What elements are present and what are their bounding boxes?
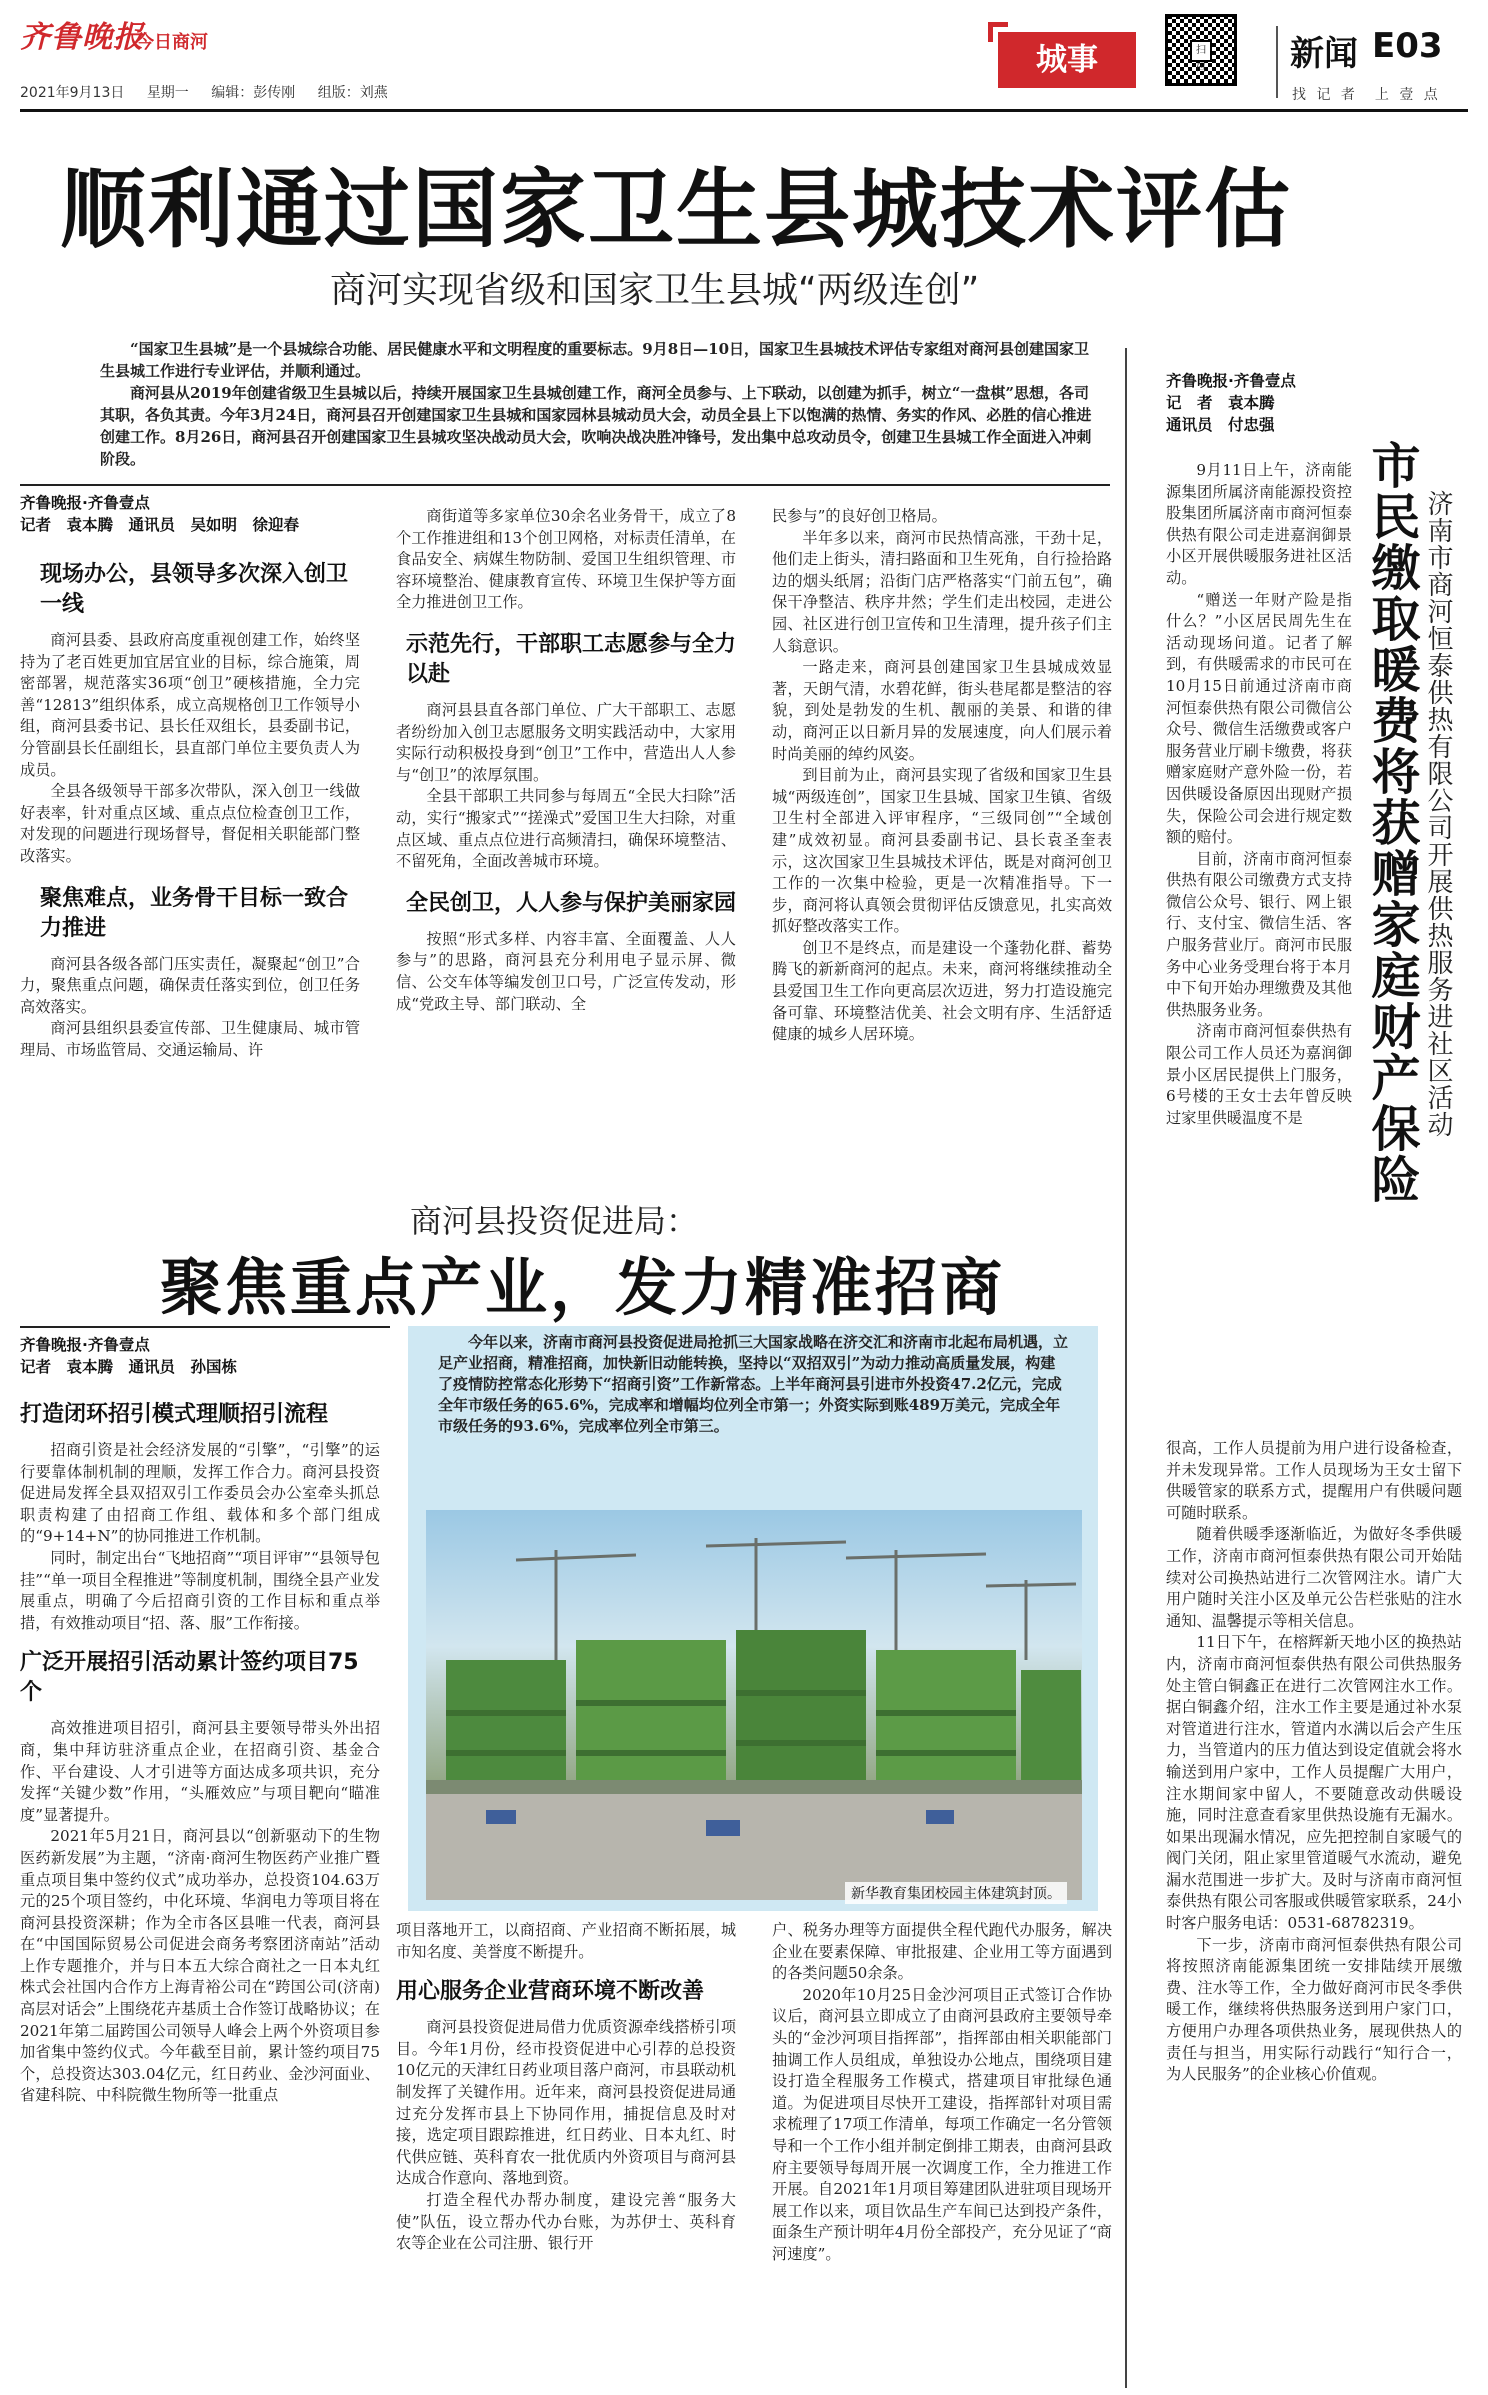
byline-outlet: 齐鲁晚报·齐鲁壹点 (20, 1336, 150, 1354)
byline-correspondent: 通讯员 付忠强 (1166, 416, 1275, 434)
second-column-3 (772, 1920, 1112, 2266)
side-headline: 市民缴取暖费将获赠家庭财产保险 (1364, 440, 1421, 1205)
byline-reporter: 记 者 袁本腾 (1166, 394, 1275, 412)
article-paragraph: 全县干部职工共同参与每周五“全民大扫除”活动，实行“搬家式”“搓澡式”爱国卫生大扫除，对重点区域、重点点位进行高频清扫，确保环境整洁、不留死角，全面改善城市环境。 (396, 787, 736, 871)
byline-reporters: 记者 袁本腾 通讯员 孙国栋 (20, 1358, 238, 1376)
masthead-edition: 今日商河 (136, 32, 208, 53)
article-paragraph: 项目落地开工，以商招商、产业招商不断拓展，城市知名度、美誉度不断提升。 (396, 1921, 736, 1961)
second-column-1 (20, 1334, 380, 2107)
article-paragraph: 按照“形式多样、内容丰富、全面覆盖、人人参与”的思路，商河县充分利用电子显示屏、微信、公交车体等编发创卫口号，广泛宣传发动，形成“党政主导、部门联动、全 (396, 929, 736, 1013)
section-subhead: 全民创卫，人人参与保护美丽家园 (406, 890, 737, 916)
article-paragraph: 9月11日上午，济南能源集团所属济南能源投资控股集团所属济南市商河恒泰供热有限公司走进嘉润御景小区开展供暖服务进社区活动。 (1166, 461, 1352, 587)
issue-date: 2021年9月13日 (20, 85, 125, 101)
photo-caption: 新华教育集团校园主体建筑封顶。 (845, 1882, 1067, 1904)
section-subhead: 示范先行，干部职工志愿参与全力以赴 (406, 631, 737, 687)
article-paragraph: 半年多以来，商河市民热情高涨，干劲十足，他们走上街头，清扫路面和卫生死角，自行捡拾路边的烟头纸屑；沿街门店严格落实“门前五包”，确保干净整洁、秩序井然；学生们走出校园，走进公园、社区进行创卫宣传和卫生清理，提升孩子们主人翁意识。 (772, 528, 1112, 655)
article-paragraph: 招商引资是社会经济发展的“引擎”，“引擎”的运行要靠体制机制的理顺，发挥工作合力。商河县投资促进局发挥全县双招双引工作委员会办公室牵头抓总职责构建了由招商工作组、载体和多个部门组成的“9+14+N”的协同推进工作机制。 (20, 1441, 380, 1546)
section-subhead: 用心服务企业营商环境不断改善 (396, 1979, 705, 2005)
article-paragraph: 全县各级领导干部多次带队，深入创卫一线做好表率，针对重点区域、重点点位检查创卫工作，对发现的问题进行现场督导，督促相关职能部门整改落实。 (20, 782, 360, 865)
side-column-narrow (1166, 460, 1352, 1129)
article-paragraph: 下一步，济南市商河恒泰供热有限公司将按照济南能源集团统一安排陆续开展缴费、注水等工作，全力做好商河市民冬季供暖工作，继续将供热服务送到用户家门口，方便用户办理各项供热业务，展现供热人的责任与担当，用实际行动践行“知行合一，为人民服务”的企业核心价值观。 (1166, 1935, 1462, 2084)
second-rule (20, 1326, 390, 1328)
section-subhead: 打造闭环招引模式理顺招引流程 (20, 1402, 329, 1427)
qr-code-label: 扫码 (1190, 40, 1212, 62)
article-paragraph: 户、税务办理等方面提供全程代跑代办服务，解决企业在要素保障、审批报建、企业用工等方面遇到的各类问题50余条。 (772, 1921, 1112, 1983)
article-paragraph: 随着供暖季逐渐临近，为做好冬季供暖工作，济南市商河恒泰供热有限公司开始陆续对公司换热站进行二次管网注水。请广大用户随时关注小区及单元公告栏张贴的注水通知、温馨提示等相关信息。 (1166, 1525, 1462, 1630)
main-column-1 (20, 492, 360, 1062)
byline-outlet: 齐鲁晚报·齐鲁壹点 (20, 494, 150, 512)
byline-outlet: 齐鲁晚报·齐鲁壹点 (1166, 372, 1296, 390)
article-paragraph: 2020年10月25日金沙河项目正式签订合作协议后，商河县立即成立了由商河县政府主要领导牵头的“金沙河项目指挥部”，指挥部由相关职能部门抽调工作人员组成，单独设办公地点，围绕项目建设打造全程服务工作模式，搭建项目审批绿色通道。为促进项目尽快开工建设，指挥部针对项目需求梳理了17项工作清单，每项工作确定一名分管领导和一个工作小组并制定倒排工期表，由商河县政府主要领导每周开展一次调度工作，全力推进工作开展。自2021年1月项目筹建团队进驻项目现场开展工作以来，项目饮品生产车间已达到投产条件，面条生产预计明年4月份全部投产，充分见证了“商河速度”。 (772, 1985, 1112, 2263)
section-tag: 城事 (998, 32, 1136, 88)
issue-weekday: 星期一 (146, 85, 189, 101)
article-paragraph: 11日下午，在榕辉新天地小区的换热站内，济南市商河恒泰供热有限公司供热服务处主管白铜鑫正在进行二次管网注水工作。据白铜鑫介绍，注水工作主要是通过补水泵对管道进行注水，管道内水满以后会产生压力，当管道内的压力值达到设定值就会将水输送到用户家中，工作人员提醒广大用户，注水期间家中留人，不要随意改动供暖设施，同时注意查看家里供热设施有无漏水。如果出现漏水情况，应先把控制自家暖气的阀门关闭，阻止家里管道暖气水流动，避免漏水范围进一步扩大。及时与济南市商河恒泰供热有限公司客服或供暖管家联系，24小时客户服务电话：0531-68782319。 (1166, 1633, 1462, 1933)
editors-line: 找 记 者 上 壹 点 (1292, 87, 1441, 103)
second-column-2 (396, 1920, 736, 2255)
section-subhead: 聚焦难点，业务骨干目标一致合力推进 (40, 885, 349, 941)
side-byline (1166, 370, 1296, 436)
paper-section: 新闻 (1290, 34, 1358, 74)
second-headline: 聚焦重点产业，发力精准招商 (160, 1251, 1006, 1324)
section-subhead: 广泛开展招引活动累计签约项目75个 (20, 1650, 359, 1706)
article-paragraph: 高效推进项目招引，商河县主要领导带头外出招商，集中拜访驻济重点企业，在招商引资、基金合作、平台建设、人才引进等方面达成多项共识，充分发挥“关键少数”作用，“头雁效应”与项目靶向“瞄准度”显著提升。 (20, 1719, 380, 1824)
article-paragraph: 商河县组织县委宣传部、卫生健康局、城市管理局、市场监管局、交通运输局、许 (20, 1019, 360, 1059)
article-paragraph: 商河县县直各部门单位、广大干部职工、志愿者纷纷加入创卫志愿服务文明实践活动中，大家用实际行动积极投身到“创卫”工作中，营造出人人参与“创卫”的浓厚氛围。 (396, 700, 736, 784)
page-number: E03 (1372, 26, 1443, 66)
second-kicker: 商河县投资促进局： (410, 1202, 699, 1240)
article-paragraph: 商河县各级各部门压实责任，凝聚起“创卫”合力，聚焦重点问题，确保责任落实到位，创卫任务高效落实。 (20, 954, 360, 1016)
side-column-wide (1166, 1438, 1462, 2086)
masthead-brand: 齐鲁晚报 (20, 20, 144, 55)
article-paragraph: 到目前为止，商河县实现了省级和国家卫生县城“两级连创”，国家卫生县城、国家卫生镇、省级卫生村全部进入评审程序，“三级同创”“全域创建”成效初显。商河县委副书记、县长袁圣奎表示，这次国家卫生县城技术评估，既是对商河创卫工作的一次集中检验，更是一次精准指导。下一步，商河将认真领会贯彻评估反馈意见，扎实高效抓好整改落实工作。 (772, 766, 1112, 936)
main-lead-paragraph: “国家卫生县城”是一个县城综合功能、居民健康水平和文明程度的重要标志。9月8日—10日，国家卫生县城技术评估专家组对商河县创建国家卫生县城工作进行专业评估，并顺利通过。 (100, 340, 1090, 380)
header-divider (1276, 26, 1278, 98)
article-paragraph: 济南市商河恒泰供热有限公司工作人员还为嘉润御景小区居民提供上门服务，6号楼的王女士去年曾反映过家里供暖温度不是 (1166, 1022, 1352, 1127)
editor-credit: 编辑：彭传刚 (211, 85, 296, 101)
article-paragraph: 很高，工作人员提前为用户进行设备检查，并未发现异常。工作人员现场为王女士留下供暖管家的联系方式，提醒用户有供暖问题可随时联系。 (1166, 1439, 1462, 1522)
article-paragraph: 2021年5月21日，商河县以“创新驱动下的生物医药新发展”为主题，“济南·商河生物医药产业推广暨重点项目集中签约仪式”成功举办，总投资104.63万元的25个项目签约，中化环境、华润电力等项目将在商河县投资深耕；作为全市各区县唯一代表，商河县在“中国国际贸易公司促进会商务考察团济南站”活动上作专题推介，并与日本五大综合商社之一日本丸红株式会社国内合作方上海青裕公司在“跨国公司(济南)高层对话会”上围绕花卉基质土合作签订战略协议；在2021年第二届跨国公司领导人峰会上两个外资项目参加省集中签约仪式。今年截至目前，累计签约项目75个，总投资达303.04亿元，红日药业、金沙河面业、省建科院、中科院微生物所等一批重点 (20, 1827, 380, 2105)
article-paragraph: 商街道等多家单位30余名业务骨干，成立了8个工作推进组和13个创卫网格，对标责任清单，在食品安全、病媒生物防制、爱国卫生组织管理、市容环境整治、健康教育宣传、环境卫生保护等方面全力推进创卫工作。 (396, 507, 736, 612)
byline-reporters: 记者 袁本腾 通讯员 吴如明 徐迎春 (20, 516, 300, 534)
main-subhead: 商河实现省级和国家卫生县城“两级连创” (330, 270, 980, 311)
article-paragraph: 民参与”的良好创卫格局。 (772, 507, 947, 525)
second-lead: 今年以来，济南市商河县投资促进局抢抓三大国家战略在济交汇和济南市北起布局机遇，立足产业招商，精准招商，加快新旧动能转换，坚持以“双招双引”为动力推动高质量发展，构建了疫情防控常态化形势下“招商引资”工作新常态。上半年商河县引进市外投资47.2亿元，完成全年市级任务的65.6%，完成率和增幅均位列全市第一；外资实际到账489万美元，完成全年市级任务的93.6%，完成率位列全市第三。 (438, 1333, 1069, 1435)
main-lead (100, 338, 1102, 470)
designer-credit: 组版：刘燕 (317, 85, 388, 101)
construction-photo (426, 1510, 1082, 1900)
article-paragraph: 商河县投资促进局借力优质资源牵线搭桥引项目。今年1月份，经市投资促进中心引荐的总投资10亿元的天津红日药业项目落户商河，市县联动机制发挥了关键作用。近年来，商河县投资促进局通过充分发挥市县上下协同作用，捕捉信息及时对接，选定项目跟踪推进，红日药业、日本丸红、时代供应链、英科育农一批优质内外资项目与商河县达成合作意向、落地到资。 (396, 2018, 736, 2188)
section-subhead: 现场办公，县领导多次深入创卫一线 (40, 562, 349, 617)
article-paragraph: 商河县委、县政府高度重视创建工作，始终坚持为了老百姓更加宜居宜业的目标，综合施策，周密部署，规范落实36项“创卫”硬核措施，全力完善“12813”组织体系，成立高规格创卫工作领导小组，商河县委书记、县长任双组长，县委副书记，分管副县长任副组长，县直部门单位主要负责人为成员。 (20, 631, 360, 779)
main-rule (20, 484, 1110, 486)
article-paragraph: 一路走来，商河县创建国家卫生县城成效显著，天朗气清，水碧花鲜，街头巷尾都是整洁的容貌，到处是勃发的生机、靓丽的美景、和谐的律动，商河正以日新月异的发展速度，向人们展示着时尚美丽的绰约风姿。 (772, 658, 1112, 763)
article-paragraph: “赠送一年财产险是指什么？”小区居民周先生在活动现场问道。记者了解到，有供暖需求的市民可在10月15日前通过济南市商河恒泰供热有限公司微信公众号、微信生活缴费或客户服务营业厅刷卡缴费，将获赠家庭财产意外险一份，若因供暖设备原因出现财产损失，保险公司会进行规定数额的赔付。 (1166, 590, 1352, 847)
side-kicker: 济南市商河恒泰供热有限公司开展供热服务进社区活动 (1423, 490, 1453, 1138)
construction-photo-image (426, 1510, 1082, 1900)
article-paragraph: 目前，济南市商河恒泰供热有限公司缴费方式支持微信公众号、银行、网上银行、支付宝、微信生活、客户服务营业厅。商河市民服务中心业务受理台将于本月中下旬开始办理缴费及其他供热服务业务。 (1166, 849, 1352, 1019)
article-paragraph: 同时，制定出台“飞地招商”“项目评审”“县领导包挂”“单一项目全程推进”等制度机制，围绕全县产业发展重点，明确了今后招商引资的工作目标和重点举措，有效推动项目“招、落、服”工作衔接。 (20, 1548, 380, 1632)
main-column-2 (396, 506, 736, 1015)
header-rule (20, 109, 1468, 112)
article-paragraph: 创卫不是终点，而是建设一个蓬勃化群、蓄势腾飞的新新商河的起点。未来，商河将继续推动全县爱国卫生工作向更高层次迈进，努力打造设施完备可靠、环境整洁优美、社会文明有序、生活舒适健康的城乡人居环境。 (772, 938, 1112, 1044)
main-column-3 (772, 506, 1112, 1046)
article-paragraph: 打造全程代办帮办制度，建设完善“服务大使”队伍，设立帮办代办台账，为苏伊士、英科育农等企业在公司注册、银行开 (396, 2190, 736, 2253)
dateline (20, 82, 406, 102)
main-lead-paragraph: 商河县从2019年创建省级卫生县城以后，持续开展国家卫生县城创建工作，商河全员参与、上下联动，以创建为抓手，树立“一盘棋”思想，各司其职，各负其责。今年3月24日，商河县召开创建国家卫生县城和国家园林县城动员大会，动员全县上下以饱满的热情、务实的作风、必胜的信心推进创建工作。8月26日，商河县召开创建国家卫生县城攻坚决战动员大会，吹响决战决胜冲锋号，发出集中总攻动员令，创建卫生县城工作全面进入冲刺阶段。 (100, 384, 1092, 468)
main-headline: 顺利通过国家卫生县城技术评估 (60, 160, 1292, 260)
